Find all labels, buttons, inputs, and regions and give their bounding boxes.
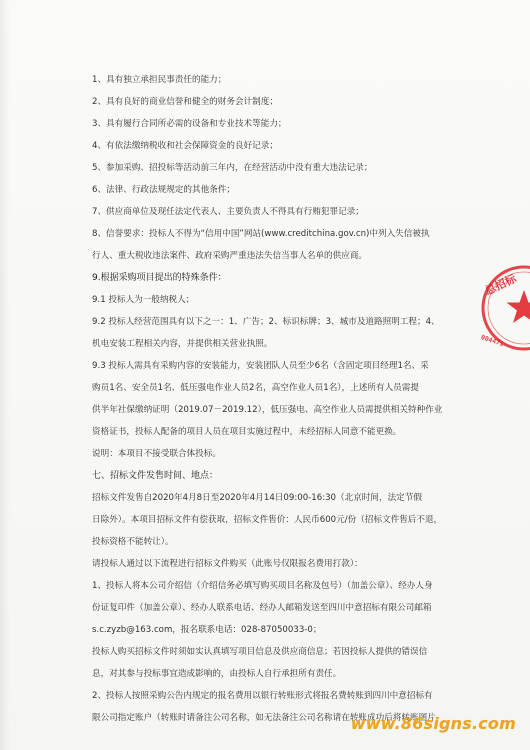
step-1-line-3: s.c.zyzb@163.com，报名联系电话：028-87050033-0； bbox=[92, 625, 322, 635]
condition-9-3-cont-1: 购员1名、安全员1名、低压强电作业人员2名，高空作业人员1名），上述所有人员需提 bbox=[92, 383, 419, 393]
requirement-8: 8、信誉要求：投标人不得为“信用中国”网站(www.creditchina.gov.cn)中列入失信被执 bbox=[92, 229, 430, 239]
step-2-line-1: 2、投标人按照采购公告内规定的报名费用以银行转账形式将报名费转账到四川中意招标有 bbox=[92, 691, 433, 701]
requirement-6: 6、法律、行政法规规定的其他条件； bbox=[92, 185, 235, 195]
svg-text:总招标: 总招标 bbox=[482, 272, 519, 298]
requirement-5: 5、参加采购、招投标等活动前三年内，在经营活动中没有重大违法记录； bbox=[92, 163, 373, 173]
condition-9-3: 9.3 投标人需具有采购内容的安装能力，安装团队人员至少6名（含固定项目经理1名、采 bbox=[92, 361, 429, 371]
step-1-line-1: 1、投标人将本公司介绍信（介绍信务必填写购买项目名称及包号）（加盖公章）、经办人身 bbox=[92, 581, 433, 591]
requirement-7: 7、供应商单位及现任法定代表人、主要负责人不得具有行贿犯罪记录； bbox=[92, 207, 364, 217]
condition-9-3-cont-2: 供半年社保缴纳证明（2019.07－2019.12），低压强电、高空作业人员需提供相关特种作业 bbox=[92, 405, 443, 415]
sale-period-line-3: 投标资格不能转让）。 bbox=[92, 537, 174, 547]
note-line: 说明：本项目不接受联合体投标。 bbox=[92, 449, 221, 459]
requirement-3: 3、具有履行合同所必需的设备和专业技术等能力； bbox=[92, 119, 287, 129]
requirement-8-cont: 行人、重大税收违法案件、政府采购严重违法失信当事人名单的供应商。 bbox=[92, 251, 368, 261]
svg-text:004471: 004471 bbox=[479, 333, 505, 349]
purchase-process-line: 请投标人通过以下流程进行招标文件购买（此账号仅限报名费用打款）： bbox=[92, 559, 363, 569]
step-1-line-2: 份证复印件（加盖公章）、经办人联系电话、经办人邮箱发送至四川中意招标有限公司邮箱 bbox=[92, 603, 432, 613]
info-notice-line-2: 息，对其参与投标事宜造成影响的，由投标人自行承担所有责任。 bbox=[92, 669, 342, 679]
requirement-4: 4、有依法缴纳税收和社会保障资金的良好记录； bbox=[92, 141, 278, 151]
company-seal-stamp bbox=[478, 262, 530, 354]
step-2-line-2: 限公司指定账户（转账时请备注公司名称，如无法备注公司名称请在转账成功后将转账图片 bbox=[92, 713, 436, 723]
condition-9-3-cont-3: 资格证书，投标人配备的项目人员在项目实施过程中，未经招标人同意不能更换。 bbox=[92, 427, 402, 437]
requirement-2: 2、具有良好的商业信誉和健全的财务会计制度； bbox=[92, 97, 278, 107]
section-7-heading: 七、招标文件发售时间、地点： bbox=[92, 471, 219, 481]
condition-9-2-cont: 机电安装工程相关内容，并提供相关营业执照。 bbox=[92, 339, 273, 349]
requirement-1: 1、具有独立承担民事责任的能力； bbox=[92, 75, 227, 85]
site-watermark: www.86signs.com bbox=[350, 714, 516, 733]
special-conditions-heading: 9.根据采购项目提出的特殊条件： bbox=[92, 273, 227, 283]
sale-period-line-2: 日除外）。本项目招标文件有偿获取，招标文件售价：人民币600元/份（招标文件售后不退， bbox=[92, 515, 443, 525]
condition-9-2: 9.2 投标人经营范围具有以下之一：1、广告；2、标识标牌；3、城市及道路照明工程；4、 bbox=[92, 317, 440, 327]
info-notice-line-1: 投标人购买招标文件时须如实认真填写项目信息及供应商信息；若因投标人提供的错误信 bbox=[92, 647, 428, 657]
sale-period-line-1: 招标文件发售自2020年4月8日至2020年4月14日09:00-16:30（北京时间，法定节假 bbox=[92, 493, 422, 503]
condition-9-1: 9.1 投标人为一般纳税人； bbox=[92, 295, 195, 305]
